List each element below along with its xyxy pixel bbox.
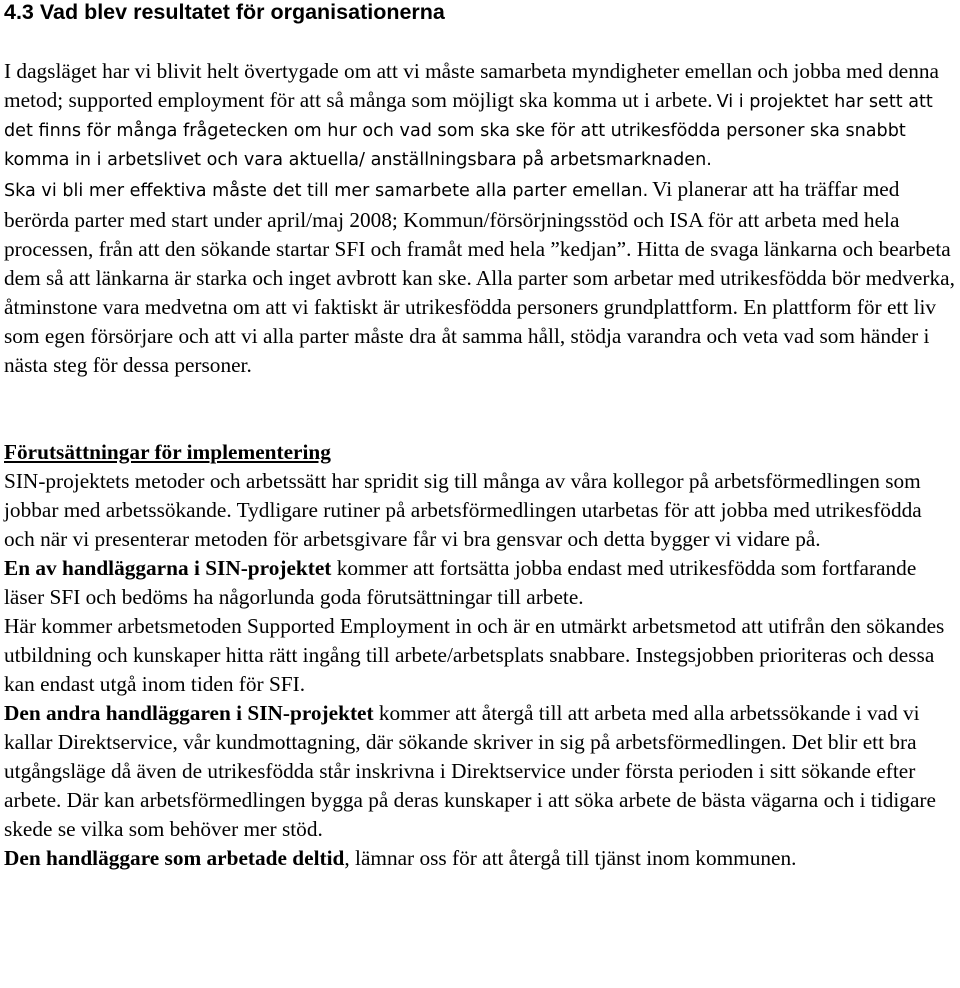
- intro-sans-line: Ska vi bli mer effektiva måste det till mer samarbete alla parter emellan.: [4, 181, 649, 201]
- subsection-title: Förutsättningar för implementering: [4, 440, 331, 464]
- section-paragraph-3: Här kommer arbetsmetoden Supported Employment in och är en utmärkt arbetsmetod att utifrån den sökandes utbildning och kunskaper hitta rätt ingång till arbete/arbetsplats snabbare. Instegsjobben prioriteras och dessa kan endast utgå inom tiden för SFI.: [4, 614, 945, 696]
- section-paragraph-2: [4, 554, 956, 612]
- paragraph-5-text: , lämnar oss för att återgå till tjänst inom kommunen.: [344, 846, 797, 870]
- section-paragraph-4: [4, 699, 956, 844]
- section-paragraph-1: SIN-projektets metoder och arbetssätt har spridit sig till många av våra kollegor på arbetsförmedlingen som jobbar med arbetssökande. Tydligare rutiner på arbetsförmedlingen utarbetas för att jobba med utrikesfödda och när vi presenterar metoden för arbetsgivare får vi bra gensvar och detta bygger vi vidare på.: [4, 469, 922, 551]
- section-heading: 4.3 Vad blev resultatet för organisationerna: [4, 0, 445, 24]
- intro-lead-text: I dagsläget har vi blivit helt övertygade om att vi måste samarbeta myndigheter emellan och jobba med denna metod; supported employment för att så många som möjligt ska komma ut i arbete.: [4, 59, 939, 112]
- implementation-section: [4, 438, 956, 873]
- section-paragraph-5: [4, 844, 956, 873]
- bold-lead-1: En av handläggarna i SIN-projektet: [4, 556, 332, 580]
- paragraph-spacer: [4, 380, 956, 438]
- intro-paragraph: [4, 57, 956, 380]
- intro-rest-text: Vi planerar att ha träffar med berörda parter med start under april/maj 2008; Kommun/försörjningsstöd och ISA för att arbeta med hela processen, från att den sökande startar SFI och framåt med hela ”kedjan”. Hitta de svaga länkarna och bearbeta dem så att länkarna är starka och inget avbrott kan ske. Alla parter som arbetar med utrikesfödda bör medverka, åtminstone vara medvetna om att vi faktiskt är utrikesfödda personers grundplattform. En plattform för ett liv som egen försörjare och att vi alla parter måste dra åt samma håll, stödja varandra och veta vad som händer i nästa steg för dessa personer.: [4, 177, 955, 377]
- bold-lead-2: Den andra handläggaren i SIN-projektet: [4, 701, 374, 725]
- paragraph-2-text: kommer att fortsätta jobba endast med utrikesfödda som fortfarande läser SFI och bedöms ha någorlunda goda förutsättningar till arbete.: [4, 556, 917, 609]
- intro-sans-text: Vi i projektet har sett att det finns för många frågetecken om hur och vad som ska ske för att utrikesfödda personer ska snabbt komma in i arbetslivet och vara aktuella/ anställningsbara på arbetsmarknaden.: [4, 92, 933, 170]
- bold-lead-3: Den handläggare som arbetade deltid: [4, 846, 345, 870]
- paragraph-4-text: kommer att återgå till att arbeta med alla arbetssökande i vad vi kallar Direktservice, vår kundmottagning, där sökande skriver in sig på arbetsförmedlingen. Det blir ett bra utgångsläge då även de utrikesfödda står inskrivna i Direktservice under första perioden i sitt sökande efter arbete. Där kan arbetsförmedlingen bygga på deras kunskaper i att söka arbete de bästa vägarna och i tidigare skede se vilka som behöver mer stöd.: [4, 701, 936, 841]
